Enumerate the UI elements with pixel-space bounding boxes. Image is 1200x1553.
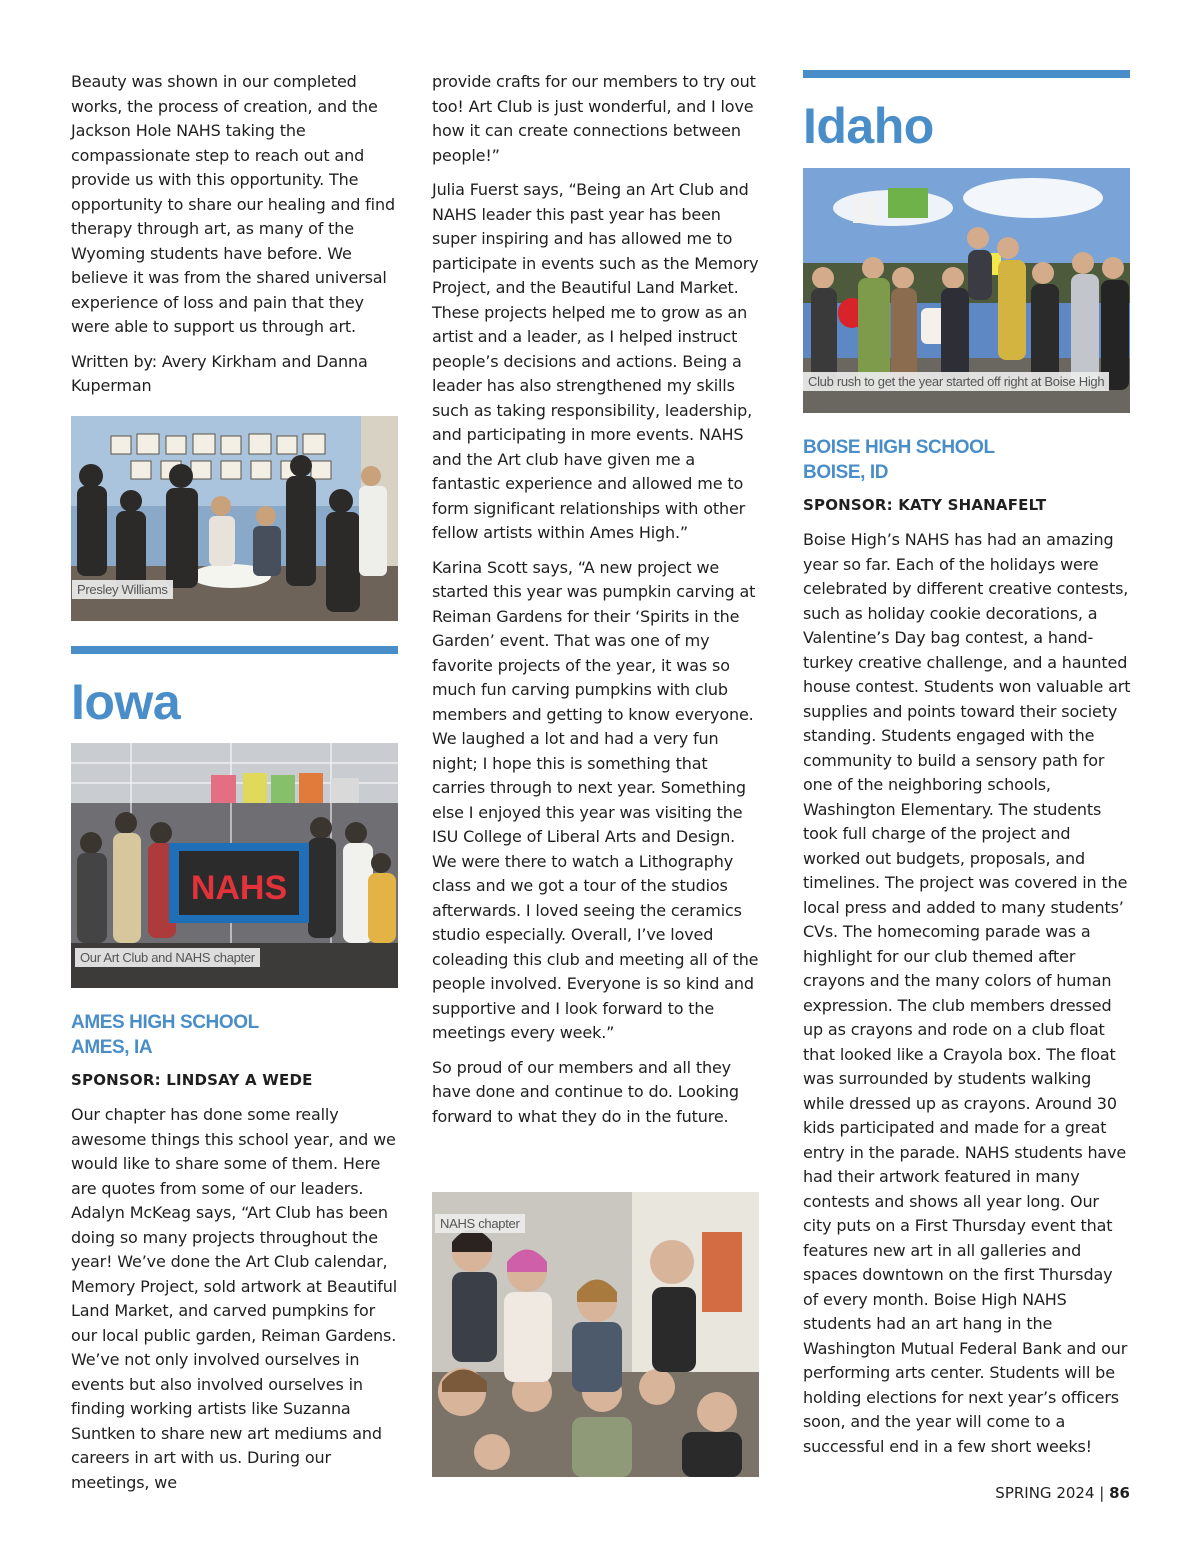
sponsor-line: SPONSOR: LINDSAY A WEDE (71, 1071, 313, 1089)
nahs-chapter-image (432, 1192, 759, 1477)
photo-art-club-group (71, 743, 398, 988)
school-name: AMES HIGH SCHOOL (71, 1012, 259, 1033)
intro-paragraph: Beauty was shown in our completed works, the process of creation, and the Jackson Hole NAHS taking the compassionate step to reach out and provide us with this opportunity. The opportunity to share our healing and find therapy through art, as many of the Wyoming students have before. We believe it was from the shared universal experience of loss and pain that they were able to support us through art. (71, 72, 395, 336)
paragraph: provide crafts for our members to try out too! Art Club is just wonderful, and I love how it can create connections between people!” (432, 72, 756, 165)
footer-separator: | (1099, 1484, 1105, 1502)
author-credit: Written by: Avery Kirkham and Danna Kuperman (71, 351, 368, 395)
paragraph: Karina Scott says, “A new project we started this year was pumpkin carving at Reiman Gardens for their ‘Spirits in the Garden’ event. That was one of my favorite projects of the year, it was so much fun carving pumpkins with club members and getting to know everyone. We laughed a lot and had a very fun night; I hope this is something that carries through to next year. Something else I enjoyed this year was visiting the ISU College of Liberal Arts and Design. We were there to watch a Lithography class and we got a tour of the studios afterwards. I loved seeing the ceramics studio especially. Overall, I’ve loved coleading this club and meeting all of the people involved. Everyone is so kind and supportive and I look forward to the meetings every week.” (432, 557, 759, 1042)
state-title-idaho: Idaho (803, 98, 934, 154)
photo-caption: Our Art Club and NAHS chapter (75, 948, 260, 967)
sponsor-line: SPONSOR: KATY SHANAFELT (803, 496, 1047, 514)
boise-body-text: Boise High’s NAHS has had an amazing year so far. Each of the holidays were celebrated by different creative contests, such as holiday cookie decorations, a Valentine’s Day bag contest, a hand-turkey creative challenge, and a haunted house contest. Students won valuable art supplies and points toward their society standing. Students engaged with the community to build a sensory path for one of the neighboring schools, Washington Elementary. The students took full charge of the project and worked out budgets, proposals, and timelines. The project was covered in the local press and added to many students’ CVs. The homecoming parade was a highlight for our club themed after crayons and the many colors of human expression. The club members dressed up as crayons and rode on a club float that looked like a Crayola box. The float was surrounded by students walking while dressed up as crayons. Around 30 kids participated and made for a great entry in the parade. NAHS students have had their artwork featured in many contests and shows all year long. Our city puts on a First Thursday event that features new art in all galleries and spaces downtown on the first Thursday of every month. Boise High NAHS students had an art hang in the Washington Mutual Federal Bank and our performing arts center. Students will be holding elections for next year’s officers soon, and the year will come to a successful end in a few short weeks! (803, 530, 1131, 1456)
paragraph: So proud of our members and all they have done and continue to do. Looking forward to what they do in the future. (432, 1057, 739, 1126)
issue-label: SPRING 2024 (995, 1484, 1095, 1502)
photo-nahs-chapter (432, 1192, 759, 1477)
school-heading (71, 1010, 399, 1060)
school-heading (803, 435, 1131, 485)
school-name: BOISE HIGH SCHOOL (803, 437, 995, 458)
photo-caption: Presley Williams (72, 580, 173, 599)
photo-club-rush (803, 168, 1130, 413)
school-location: BOISE, ID (803, 462, 889, 483)
school-location: AMES, IA (71, 1037, 153, 1058)
section-rule (803, 70, 1130, 78)
page-footer (995, 1484, 1130, 1502)
section-rule (71, 646, 398, 654)
banner-text: NAHS (190, 869, 288, 907)
ames-body-text: Our chapter has done some really awesome things this school year, and we would like to share some of them. Here are quotes from some of our leaders. Adalyn McKeag says, “Art Club has been doing so many projects throughout the year! We’ve done the Art Club calendar, Memory Project, sold artwork at Beautiful Land Market, and carved pumpkins for our local public garden, Reiman Gardens. We’ve not only involved ourselves in events but also involved ourselves in finding working artists like Suzanna Suntken to share new art mediums and careers in art with us. During our meetings, we (71, 1105, 398, 1492)
photo-gallery-meeting (71, 416, 398, 621)
state-title-iowa: Iowa (71, 674, 181, 730)
paragraph: Julia Fuerst says, “Being an Art Club and NAHS leader this past year has been super inspiring and has allowed me to participate in events such as the Memory Project, and the Beautiful Land Market. These projects helped me to grow as an artist and a leader, as I helped instruct people’s decisions and actions. Being a leader has also strengthened my skills such as taking responsibility, leadership, and participating in more events. NAHS and the Art club have given me a fantastic experience and allowed me to form significant relationships with other fellow artists within Ames High.” (432, 180, 759, 542)
photo-caption: Club rush to get the year started off right at Boise High (803, 372, 1109, 391)
intro-text (71, 70, 399, 409)
photo-caption: NAHS chapter (435, 1214, 525, 1233)
quotes-text (432, 70, 760, 1139)
page-number: 86 (1109, 1484, 1130, 1502)
